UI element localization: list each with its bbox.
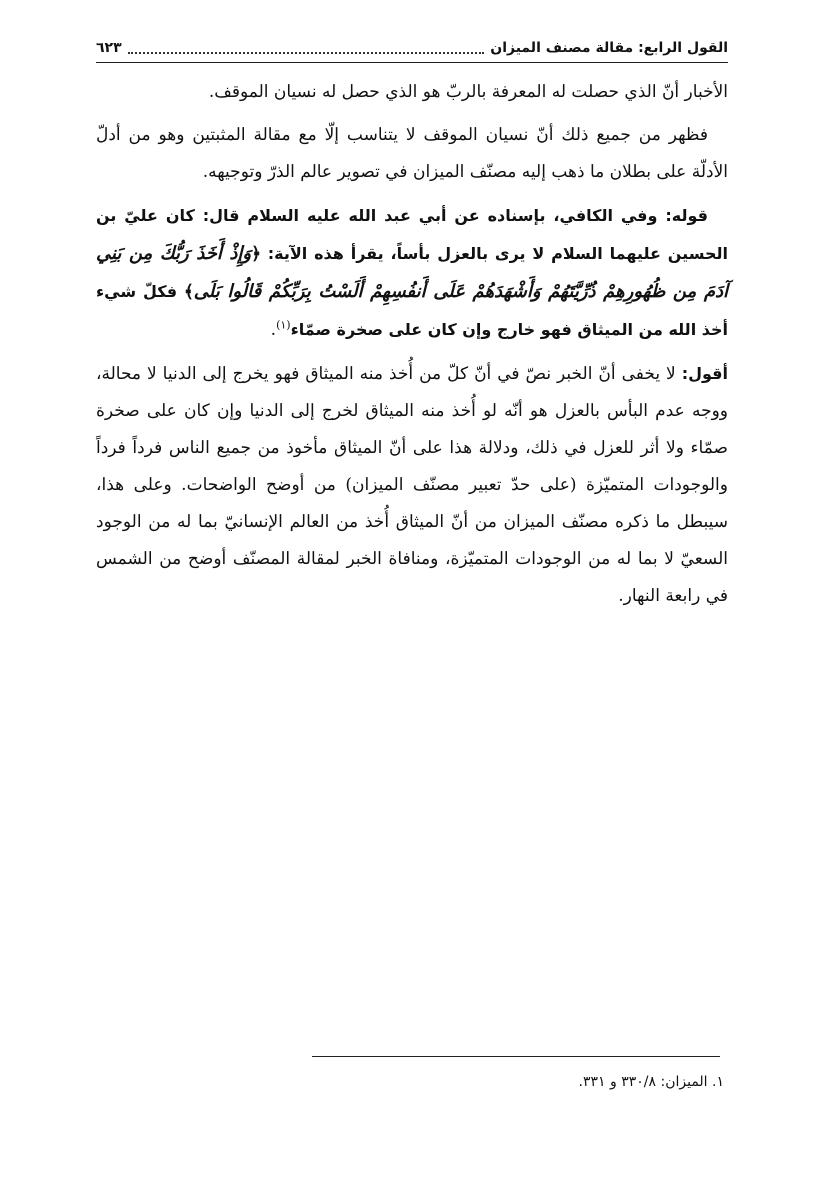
footnote: ١. الميزان: ٣٣٠/٨ و ٣٣١.	[578, 1074, 724, 1090]
main-text	[96, 74, 728, 621]
footnote-rule	[312, 1056, 720, 1057]
paragraph-1: الأخبار أنّ الذي حصلت له المعرفة بالربّ هو الذي حصل له نسيان الموقف.	[208, 82, 728, 102]
quran-open-bracket: ﴿	[251, 244, 262, 264]
footnote-marker[interactable]: (١)	[276, 318, 291, 332]
header-rule	[96, 62, 728, 63]
page-number: ٦٢٣	[96, 40, 122, 56]
hadith-lead: قوله: وفي الكافي، بإسناده عن أبي عبد الله عليه السلام قال: كان عليّ بن الحسين عليهما السلام لا يرى بالعزل بأساً، يقرأ هذه الآية:	[96, 206, 729, 263]
paragraph-3-hadith: قوله: وفي الكافي، بإسناده عن أبي عبد الله عليه السلام قال: كان عليّ بن الحسين عليهما السلام لا يرى بالعزل بأساً، يقرأ هذه الآية: ﴿وَإِذْ أَخَذَ رَبُّكَ مِن بَنِي آدَمَ مِن ظُهُورِهِمْ ذُرِّيَّتَهُمْ وَأَشْهَدَهُمْ عَلَى أَنفُسِهِمْ أَلَسْتُ بِرَبِّكُمْ قَالُوا بَلَى﴾ فكلّ شيء أخذ الله من الميثاق فهو خارج وإن كان على صخرة صمّاء$^{(١)}$.	[96, 206, 729, 340]
hadith-tail: فكلّ شيء أخذ الله من الميثاق فهو خارج وإن كان على صخرة صمّاء	[96, 282, 728, 339]
quran-verse: وَإِذْ أَخَذَ رَبُّكَ مِن بَنِي آدَمَ مِن ظُهُورِهِمْ ذُرِّيَّتَهُمْ وَأَشْهَدَهُمْ عَلَى أَنفُسِهِمْ أَلَسْتُ بِرَبِّكُمْ قَالُوا بَلَى	[96, 243, 728, 302]
comment-label: أقول:	[681, 364, 728, 383]
paragraph-4-comment	[96, 355, 728, 615]
running-header	[96, 36, 728, 60]
comment-text: لا يخفى أنّ الخبر نصّ في أنّ كلّ من أُخذ منه الميثاق فهو يخرج إلى الدنيا لا محالة، ووجه عدم البأس بالعزل هو أنّه لو أُخذ منه الميثاق لخرج إلى الدنيا وإن كان على صخرة صمّاء ولا أثر للعزل في ذلك، ودلالة هذا على أنّ الميثاق مأخوذ من جميع الناس فرداً فرداً والوجودات المتميّزة (على حدّ تعبير مصنّف الميزان) من أوضح الواضحات. وعلى هذا، سيبطل ما ذكره مصنّف الميزان من أنّ الميثاق أُخذ من العالم الإنسانيّ بما له من الوجود السعيّ لا بما له من الوجودات المتميّزة، ومنافاة الخبر لمقالة المصنّف أوضح من الشمس في رابعة النهار.	[96, 364, 728, 606]
header-title: القول الرابع: مقالة مصنف الميزان	[490, 40, 728, 56]
header-leader-dots	[128, 42, 485, 54]
quran-close-bracket: ﴾	[183, 282, 194, 302]
paragraph-2: فظهر من جميع ذلك أنّ نسيان الموقف لا يتناسب إلّا مع مقالة المثبتين وهو من أدلّ الأدلّة على بطلان ما ذهب إليه مصنّف الميزان في تصوير عالم الذرّ وتوجيهه.	[96, 125, 728, 182]
